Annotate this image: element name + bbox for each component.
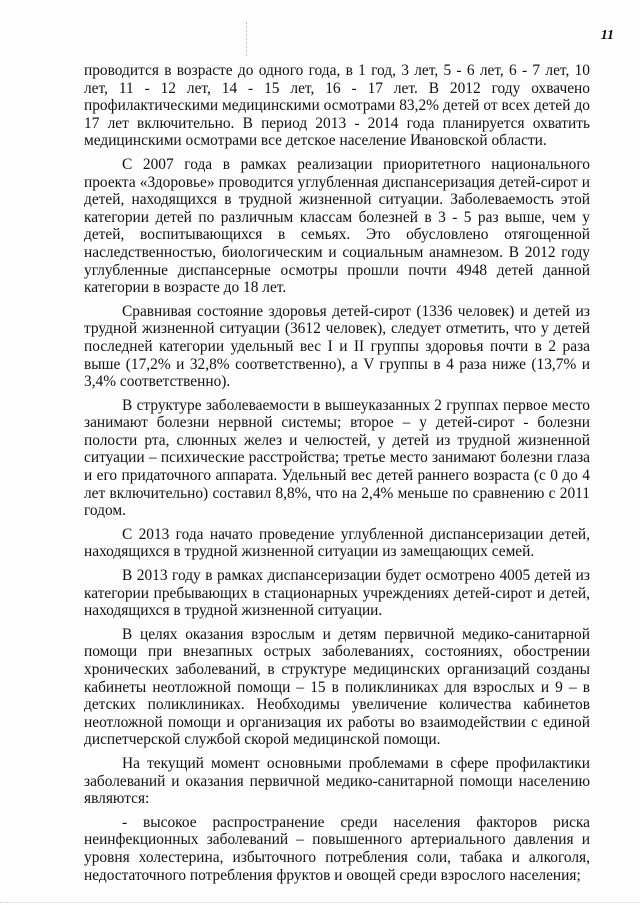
paragraph-problems-intro: На текущий момент основными проблемами в сфере профилактики заболеваний и оказания первичной медико-санитарной помощи населению являются: — [84, 754, 590, 808]
paragraph-continuation: проводится в возрасте до одного года, в 1 год, 3 лет, 5 - 6 лет, 6 - 7 лет, 10 лет, 11 - 12 лет, 14 - 15 лет, 16 - 17 лет. В 2012 году охвачено профилактическими медицинскими осмотрами 83,2% детей от всех детей до 17 лет включительно. В период 2013 - 2014 года планируется охватить медицинскими осмотрами все детское население Ивановской области. — [84, 62, 590, 150]
page-number: 11 — [600, 28, 614, 43]
paragraph-health-comparison: Сравнивая состояние здоровья детей-сирот (1336 человек) и детей из трудной жизненной ситуации (3612 человек), следует отметить, что у детей последней категории удельный вес I и II группы здоровья почти в 2 раза выше (17,2% и 32,8% соответственно), а V группы в 4 раза ниже (13,7% и 3,4% соответственно). — [84, 302, 590, 391]
paragraph-urgent-care: В целях оказания взрослым и детям первичной медико-санитарной помощи при внезапных острых заболеваниях, состояниях, обострении хронических заболеваний, в структуре медицинских организаций созданы кабинеты неотложной помощи – 15 в поликлиниках для взрослых и 9 – в детских поликлиниках. Необходимы увеличение количества кабинетов неотложной помощи и организация их работы во взаимодействии с единой диспетчерской службой скорой медицинской помощи. — [84, 625, 590, 749]
paragraph-2013-exams: В 2013 году в рамках диспансеризации будет осмотрено 4005 детей из категории пребывающих в стационарных учреждениях детей-сирот и детей, находящихся в трудной жизненной ситуации. — [84, 567, 590, 620]
paragraph-2013-foster: С 2013 года начато проведение углубленной диспансеризации детей, находящихся в трудной жизненной ситуации из замещающих семей. — [84, 525, 590, 561]
document-body — [84, 62, 590, 884]
scan-bottom-edge — [0, 900, 640, 903]
paragraph-2007-project: С 2007 года в рамках реализации приоритетного национального проекта «Здоровье» проводится углубленная диспансеризация детей-сирот и детей, находящихся в трудной жизненной ситуации. Заболеваемость этой категории детей по различным классам болезней в 3 - 5 раз выше, чем у детей, воспитывающихся в семьях. Это обусловлено отягощенной наследственностью, биологическим и социальным анамнезом. В 2012 году углубленные диспансерные осмотры прошли почти 4948 детей данной категории в возрасте до 18 лет. — [84, 155, 590, 297]
paragraph-morbidity-structure: В структуре заболеваемости в вышеуказанных 2 группах первое место занимают болезни нервной системы; второе – у детей-сирот - болезни полости рта, слюнных желез и челюстей, у детей из трудной жизненной ситуации – психические расстройства; третье место занимают болезни глаза и его придаточного аппарата. Удельный вес детей раннего возраста (с 0 до 4 лет включительно) составил 8,8%, что на 2,4% меньше по сравнению с 2011 годом. — [84, 396, 590, 520]
list-item-risk-factors: - высокое распространение среди населения факторов риска неинфекционных заболеваний – повышенного артериального давления и уровня холестерина, избыточного потребления соли, табака и алкоголя, недостаточного потребления фруктов и овощей среди взрослого населения; — [84, 813, 590, 884]
scan-artifact — [246, 22, 248, 56]
